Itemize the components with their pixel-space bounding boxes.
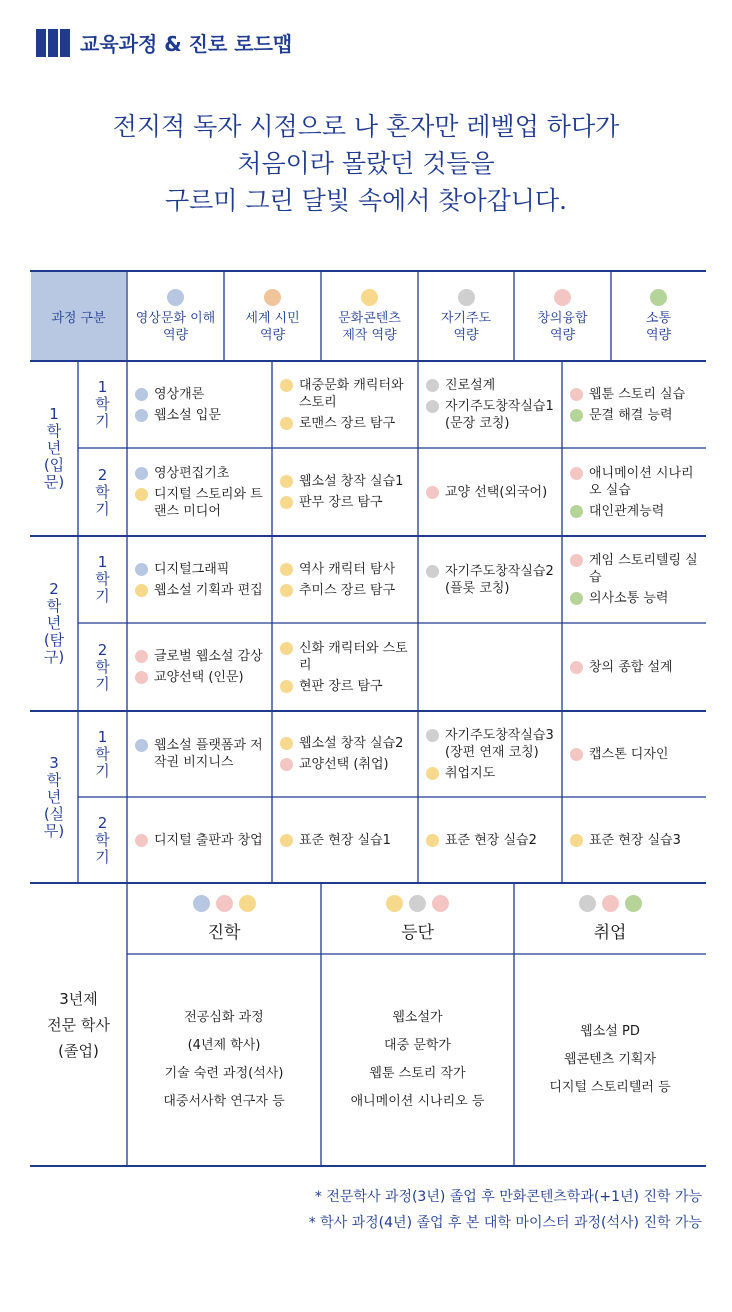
competency-dot-icon — [135, 563, 148, 576]
competency-header — [611, 271, 706, 361]
competency-dot-icon — [280, 379, 293, 392]
competency-label-line2: 역량 — [259, 327, 286, 343]
semester-label-char: 학 — [95, 744, 110, 763]
year-label-char: 년 — [46, 439, 62, 457]
competency-dot-icon — [426, 767, 439, 780]
competency-dot-icon — [554, 289, 571, 306]
competency-dot-icon — [280, 834, 293, 847]
competency-dot-icon — [579, 895, 596, 912]
competency-label-line2: 제작 역량 — [342, 327, 397, 343]
year-label — [30, 536, 78, 711]
competency-dot-icon — [570, 554, 583, 567]
outcome-line: 웹툰 스토리 작가 — [369, 1066, 466, 1081]
course-cell — [135, 448, 266, 536]
course-item — [570, 465, 700, 499]
competency-label-line1: 소통 — [645, 310, 672, 326]
competency-label-line1: 영상문화 이해 — [135, 310, 216, 326]
course-name: 글로벌 웹소설 감상 — [154, 649, 263, 664]
competency-dot-icon — [135, 671, 148, 684]
competency-dot-icon — [135, 739, 148, 752]
year-label — [30, 711, 78, 883]
competency-dot-icon — [135, 467, 148, 480]
competency-header — [224, 271, 321, 361]
footnote: * 학사 과정(4년) 졸업 후 본 대학 마이스터 과정(석사) 진학 가능 — [308, 1215, 702, 1231]
outcome-line: 웹소설가 — [392, 1010, 443, 1025]
competency-dot-icon — [570, 661, 583, 674]
course-cell — [426, 361, 556, 448]
competency-dot-icon — [361, 289, 378, 306]
outcome-title: 취업 — [593, 922, 627, 943]
semester-label-char: 1 — [97, 727, 108, 746]
course-item — [135, 669, 266, 686]
course-name: 교양선택 (인문) — [154, 670, 244, 685]
competency-dot-icon — [409, 895, 426, 912]
course-cell — [280, 711, 412, 797]
semester-label — [78, 623, 127, 711]
competency-dot-icon — [135, 488, 148, 501]
competency-label-line1: 창의융합 — [537, 310, 588, 326]
course-cell — [280, 536, 412, 623]
course-name: 디지털 스토리와 트랜스 미디어 — [154, 486, 263, 519]
course-name: 창의 종합 설계 — [589, 659, 673, 675]
competency-dot-icon — [426, 400, 439, 413]
course-cell — [280, 448, 412, 536]
competency-dot-icon — [386, 895, 403, 912]
course-cell — [135, 536, 266, 623]
course-item — [570, 552, 700, 586]
outcome-line: 애니메이션 시나리오 등 — [350, 1094, 485, 1109]
outcome-line: 대중 문학가 — [384, 1038, 451, 1053]
year-label-char: 년 — [46, 614, 62, 632]
competency-dot-icon — [216, 895, 233, 912]
semester-label-char: 학 — [95, 570, 110, 588]
course-item — [280, 415, 412, 432]
degree-label — [30, 883, 127, 1166]
competency-label-line2: 역량 — [549, 327, 576, 343]
course-name: 자기주도창작실습2 (플롯 코칭) — [445, 563, 554, 596]
competency-dot-icon — [458, 289, 475, 306]
competency-header — [127, 271, 224, 361]
competency-dot-icon — [280, 737, 293, 750]
outcome-line: 기술 숙련 과정(석사) — [164, 1066, 284, 1081]
footnote: * 전문학사 과정(3년) 졸업 후 만화콘텐츠학과(+1년) 진학 가능 — [314, 1189, 702, 1205]
course-cell — [135, 623, 266, 711]
course-item — [426, 398, 556, 432]
course-name: 영상편집기초 — [154, 465, 230, 481]
competency-dot-icon — [135, 834, 148, 847]
competency-dot-icon — [280, 758, 293, 771]
degree-line: (졸업) — [58, 1041, 99, 1060]
course-name: 문결 해결 능력 — [589, 407, 673, 423]
competency-dot-icon — [625, 895, 642, 912]
year-label-char: 학 — [46, 422, 62, 440]
semester-label-char: 기 — [95, 847, 110, 866]
competency-dot-icon — [570, 505, 583, 518]
year-label-char: 1 — [49, 405, 59, 423]
course-item — [135, 832, 266, 849]
course-item — [570, 746, 700, 763]
course-name: 자기주도창작실습1 (문장 코칭) — [445, 399, 554, 431]
competency-dot-icon — [280, 475, 293, 488]
outcome-line: 웹소설 PD — [580, 1024, 640, 1039]
semester-label-char: 기 — [95, 499, 110, 518]
course-item — [280, 640, 412, 674]
outcome-body — [514, 954, 706, 1166]
competency-header — [514, 271, 611, 361]
semester-label — [78, 448, 127, 536]
course-name: 로맨스 장르 탐구 — [299, 416, 396, 431]
course-item — [280, 735, 412, 752]
competency-header — [418, 271, 514, 361]
course-cell — [570, 797, 700, 883]
year-label — [30, 361, 78, 536]
course-item — [570, 407, 700, 424]
course-cell — [570, 536, 700, 623]
course-item — [426, 765, 556, 782]
year-label-char: 3 — [49, 753, 59, 772]
course-name: 역사 캐릭터 탐사 — [299, 561, 396, 577]
outcome-body — [321, 954, 514, 1166]
competency-label-line1: 세계 시민 — [245, 310, 300, 326]
course-name: 웹소설 창작 실습1 — [299, 474, 404, 489]
competency-dot-icon — [570, 409, 583, 422]
competency-dot-icon — [280, 584, 293, 597]
course-item — [570, 503, 700, 520]
course-item — [570, 659, 700, 676]
semester-label — [78, 536, 127, 623]
competency-dot-icon — [280, 417, 293, 430]
competency-dot-icon — [239, 895, 256, 912]
year-label-char: (입 — [43, 456, 65, 474]
course-item — [135, 561, 266, 578]
course-item — [135, 386, 266, 403]
course-name: 애니메이션 시나리오 실습 — [589, 465, 694, 498]
course-item — [570, 386, 700, 403]
course-name: 취업지도 — [445, 765, 496, 781]
course-item — [135, 582, 266, 599]
outcome-body — [127, 954, 321, 1166]
competency-dot-icon — [135, 409, 148, 422]
hero-line: 처음이라 몰랐던 것들을 — [237, 149, 495, 178]
competency-dot-icon — [280, 642, 293, 655]
course-name: 웹소설 플랫폼과 저작권 비지니스 — [154, 738, 263, 770]
competency-dot-icon — [264, 289, 281, 306]
course-item — [135, 648, 266, 665]
competency-dot-icon — [193, 895, 210, 912]
outcome-title: 진학 — [207, 922, 241, 943]
course-item — [570, 832, 700, 849]
competency-dot-icon — [426, 565, 439, 578]
competency-dot-icon — [135, 388, 148, 401]
competency-dot-icon — [570, 467, 583, 480]
year-label-char: 년 — [46, 787, 62, 806]
competency-label-line1: 문화콘텐츠 — [338, 310, 401, 326]
course-cell — [280, 361, 412, 448]
competency-dot-icon — [426, 379, 439, 392]
outcome-dots — [193, 895, 256, 912]
competency-dot-icon — [570, 388, 583, 401]
outcome-line: 웹콘텐츠 기획자 — [563, 1052, 657, 1067]
year-label-char: 무) — [43, 821, 65, 840]
semester-label — [78, 797, 127, 883]
semester-label-char: 2 — [97, 640, 108, 659]
course-item — [280, 756, 412, 773]
outcome-title: 등단 — [401, 922, 434, 943]
hero-line: 전지적 독자 시점으로 나 혼자만 레벨업 하다가 — [112, 112, 620, 141]
semester-label — [78, 361, 127, 448]
course-item — [280, 582, 412, 599]
course-cell — [570, 448, 700, 536]
year-label-char: 학 — [46, 770, 62, 789]
year-label-char: 학 — [46, 597, 62, 615]
outcome-line: 전공심화 과정 — [184, 1010, 264, 1025]
course-cell — [570, 623, 700, 711]
semester-label-char: 기 — [95, 674, 110, 693]
course-item — [280, 832, 412, 849]
course-name: 웹소설 창작 실습2 — [299, 736, 404, 751]
degree-line: 전문 학사 — [47, 1015, 110, 1034]
competency-dot-icon — [432, 895, 449, 912]
course-name: 영상개론 — [154, 386, 205, 402]
course-name: 디지털 출판과 창업 — [154, 832, 263, 848]
competency-label-line2: 역량 — [453, 327, 479, 343]
course-name: 표준 현장 실습3 — [589, 832, 681, 848]
outcome-dots — [386, 895, 449, 912]
course-name: 현판 장르 탐구 — [299, 678, 383, 694]
course-item — [135, 407, 266, 424]
course-name: 의사소통 능력 — [589, 591, 669, 606]
competency-dot-icon — [280, 563, 293, 576]
course-item — [280, 377, 412, 411]
course-item — [135, 486, 266, 520]
competency-dot-icon — [135, 584, 148, 597]
page-title: 교육과정 & 진로 로드맵 — [80, 32, 293, 56]
competency-dot-icon — [602, 895, 619, 912]
competency-dot-icon — [280, 680, 293, 693]
course-item — [280, 473, 412, 490]
course-cell — [570, 361, 700, 448]
course-name: 교양 선택(외국어) — [445, 484, 548, 500]
course-name: 게임 스토리텔링 실습 — [589, 553, 698, 585]
competency-dot-icon — [650, 289, 667, 306]
competency-dot-icon — [426, 834, 439, 847]
semester-label-char: 1 — [97, 378, 108, 396]
outcome-header — [127, 883, 321, 954]
course-name: 대인관계능력 — [589, 503, 665, 519]
course-name: 진로설계 — [445, 378, 496, 393]
outcome-dots — [579, 895, 642, 912]
semester-label-char: 학 — [95, 657, 110, 676]
course-name: 판무 장르 탐구 — [299, 495, 383, 510]
course-item — [135, 737, 266, 771]
competency-dot-icon — [167, 289, 184, 306]
outcome-line: 대중서사학 연구자 등 — [163, 1094, 285, 1109]
course-cell — [426, 536, 556, 623]
competency-label-line2: 역량 — [162, 327, 189, 343]
course-name: 표준 현장 실습1 — [299, 832, 391, 848]
competency-dot-icon — [570, 748, 583, 761]
semester-label-char: 학 — [95, 482, 110, 501]
course-name: 웹소설 기획과 편집 — [154, 582, 263, 598]
course-name: 디지털그래픽 — [154, 561, 230, 577]
course-name: 웹소설 입문 — [154, 407, 221, 423]
competency-dot-icon — [426, 729, 439, 742]
course-name: 추미스 장르 탐구 — [299, 582, 396, 598]
year-label-char: 구) — [43, 648, 65, 666]
course-cell — [426, 623, 556, 711]
competency-header — [321, 271, 418, 361]
competency-label-line1: 자기주도 — [440, 310, 492, 326]
course-item — [426, 484, 556, 501]
semester-label-char: 학 — [95, 395, 110, 413]
course-name: 웹툰 스토리 실습 — [589, 386, 686, 402]
competency-dot-icon — [570, 592, 583, 605]
course-item — [280, 494, 412, 511]
course-cell — [135, 797, 266, 883]
semester-label — [78, 711, 127, 797]
year-label-char: (탐 — [43, 631, 65, 649]
competency-label-line2: 역량 — [645, 327, 672, 343]
course-item — [280, 561, 412, 578]
corner-header — [31, 272, 126, 360]
course-item — [426, 727, 556, 761]
corner-label: 과정 구분 — [51, 310, 106, 326]
course-name: 표준 현장 실습2 — [445, 832, 537, 848]
course-cell — [135, 711, 266, 797]
semester-label-char: 기 — [95, 761, 110, 780]
course-cell — [135, 361, 266, 448]
year-label-char: 2 — [49, 580, 59, 598]
semester-label-char: 학 — [95, 830, 110, 849]
course-cell — [570, 711, 700, 797]
course-cell — [426, 448, 556, 536]
course-name: 캡스톤 디자인 — [589, 746, 669, 762]
year-label-char: 문) — [43, 473, 65, 491]
degree-line: 3년제 — [59, 989, 98, 1008]
semester-label-char: 2 — [97, 813, 108, 832]
course-item — [135, 465, 266, 482]
semester-label-char: 2 — [97, 465, 108, 484]
semester-label-char: 기 — [95, 412, 110, 430]
semester-label-char: 기 — [95, 587, 110, 605]
course-cell — [426, 711, 556, 797]
semester-label-char: 1 — [97, 553, 108, 571]
course-item — [570, 590, 700, 607]
competency-dot-icon — [570, 834, 583, 847]
course-item — [426, 377, 556, 394]
course-item — [426, 563, 556, 597]
course-cell — [280, 623, 412, 711]
outcome-line: 디지털 스토리텔러 등 — [549, 1080, 671, 1095]
hero-line: 구르미 그린 달빛 속에서 찾아갑니다. — [165, 186, 567, 215]
course-item — [280, 678, 412, 695]
outcome-header — [321, 883, 514, 954]
course-name: 신화 캐릭터와 스토리 — [299, 640, 408, 673]
competency-dot-icon — [280, 496, 293, 509]
competency-dot-icon — [135, 650, 148, 663]
course-name: 대중문화 캐릭터와 스토리 — [299, 378, 404, 410]
course-name: 교양선택 (취업) — [299, 757, 389, 772]
course-name: 자기주도창작실습3 (장편 연재 코칭) — [445, 727, 554, 760]
outcome-header — [514, 883, 706, 954]
course-cell — [426, 797, 556, 883]
outcome-line: (4년제 학사) — [187, 1038, 261, 1053]
course-cell — [280, 797, 412, 883]
year-label-char: (실 — [43, 804, 65, 823]
competency-dot-icon — [426, 486, 439, 499]
course-item — [426, 832, 556, 849]
